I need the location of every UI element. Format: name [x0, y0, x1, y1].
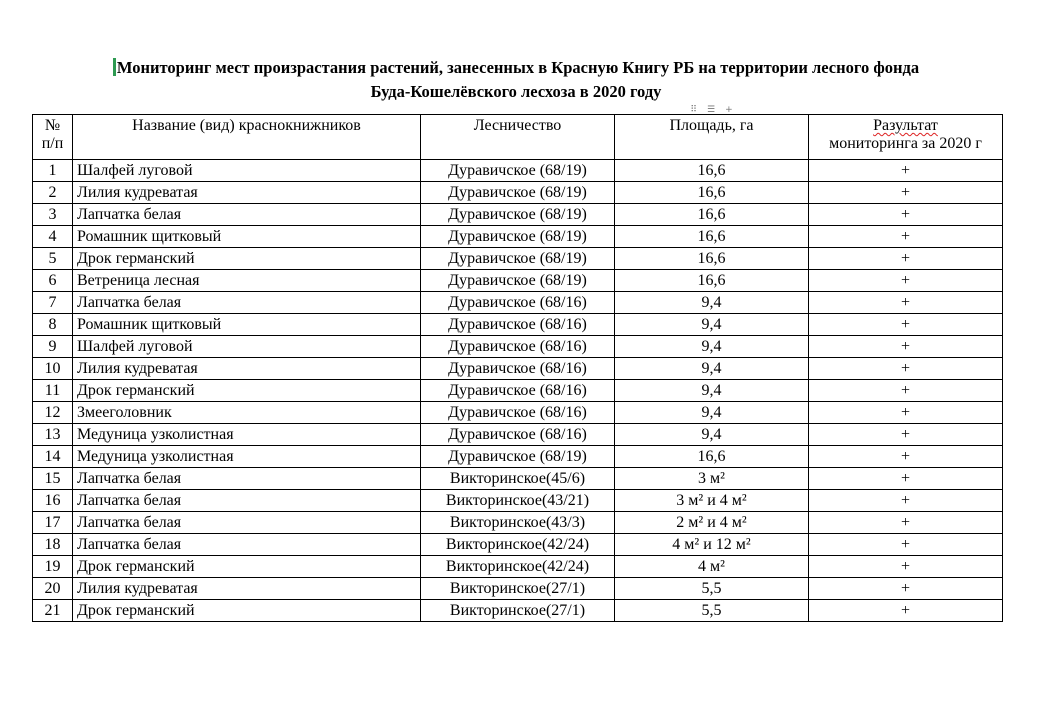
cell-area[interactable]: 9,4	[615, 402, 809, 424]
header-forestry[interactable]	[421, 115, 615, 160]
cell-area[interactable]: 9,4	[615, 358, 809, 380]
cell-number[interactable]: 19	[33, 556, 73, 578]
cell-forestry[interactable]: Дуравичское (68/16)	[421, 292, 615, 314]
table-row	[33, 556, 1003, 578]
table-column-handle[interactable]	[676, 105, 748, 115]
cell-species[interactable]: Ромашник щитковый	[73, 314, 421, 336]
cell-forestry[interactable]: Дуравичское (68/16)	[421, 314, 615, 336]
table-row	[33, 248, 1003, 270]
table-row	[33, 292, 1003, 314]
cell-result[interactable]: +	[809, 160, 1003, 182]
cell-forestry[interactable]: Викторинское(27/1)	[421, 600, 615, 622]
text-cursor	[113, 58, 116, 76]
cell-number[interactable]: 15	[33, 468, 73, 490]
header-name[interactable]	[73, 115, 421, 160]
cell-number[interactable]: 8	[33, 314, 73, 336]
table-row	[33, 226, 1003, 248]
table-row	[33, 314, 1003, 336]
cell-result[interactable]: +	[809, 534, 1003, 556]
cell-number[interactable]: 10	[33, 358, 73, 380]
cell-result[interactable]: +	[809, 204, 1003, 226]
cell-number[interactable]: 21	[33, 600, 73, 622]
header-area[interactable]	[615, 105, 809, 160]
cell-number[interactable]: 11	[33, 380, 73, 402]
cell-area[interactable]: 5,5	[615, 578, 809, 600]
cell-area[interactable]: 16,6	[615, 160, 809, 182]
plus-icon[interactable]: +	[725, 105, 733, 115]
cell-species[interactable]: Дрок германский	[73, 380, 421, 402]
cell-area[interactable]: 16,6	[615, 226, 809, 248]
cell-forestry[interactable]: Дуравичское (68/16)	[421, 380, 615, 402]
cell-number[interactable]: 17	[33, 512, 73, 534]
cell-result[interactable]: +	[809, 468, 1003, 490]
cell-result[interactable]: +	[809, 490, 1003, 512]
title-line-1	[30, 56, 1002, 80]
header-area-label: Площадь, га	[669, 117, 754, 134]
cell-area[interactable]: 16,6	[615, 446, 809, 468]
cell-area[interactable]: 4 м²	[615, 556, 809, 578]
cell-area[interactable]: 16,6	[615, 204, 809, 226]
cell-result[interactable]: +	[809, 314, 1003, 336]
cell-species[interactable]: Дрок германский	[73, 248, 421, 270]
cell-species[interactable]: Лапчатка белая	[73, 490, 421, 512]
cell-number[interactable]: 9	[33, 336, 73, 358]
cell-number[interactable]: 6	[33, 270, 73, 292]
cell-area[interactable]: 9,4	[615, 380, 809, 402]
cell-area[interactable]: 3 м² и 4 м²	[615, 490, 809, 512]
cell-number[interactable]: 1	[33, 160, 73, 182]
cell-number[interactable]: 5	[33, 248, 73, 270]
cell-number[interactable]: 16	[33, 490, 73, 512]
table-row	[33, 336, 1003, 358]
header-name-label: Название (вид) краснокнижников	[132, 117, 361, 134]
cell-species[interactable]: Лапчатка белая	[73, 468, 421, 490]
header-number-line2: п/п	[41, 135, 64, 152]
cell-species[interactable]: Лилия кудреватая	[73, 358, 421, 380]
cell-area[interactable]: 9,4	[615, 336, 809, 358]
table-row	[33, 358, 1003, 380]
cell-forestry[interactable]: Дуравичское (68/16)	[421, 402, 615, 424]
cell-species[interactable]: Ромашник щитковый	[73, 226, 421, 248]
cell-area[interactable]: 16,6	[615, 248, 809, 270]
cell-forestry[interactable]: Викторинское(43/21)	[421, 490, 615, 512]
cell-number[interactable]: 7	[33, 292, 73, 314]
header-result[interactable]	[809, 115, 1003, 160]
cell-area[interactable]: 5,5	[615, 600, 809, 622]
cell-result[interactable]: +	[809, 336, 1003, 358]
cell-forestry[interactable]: Дуравичское (68/19)	[421, 446, 615, 468]
cell-result[interactable]: +	[809, 270, 1003, 292]
cell-area[interactable]: 16,6	[615, 270, 809, 292]
cell-result[interactable]: +	[809, 578, 1003, 600]
table-row	[33, 380, 1003, 402]
cell-forestry[interactable]: Дуравичское (68/19)	[421, 160, 615, 182]
cell-species[interactable]: Лапчатка белая	[73, 534, 421, 556]
title-line-2: Буда-Кошелёвского лесхоза в 2020 году	[370, 82, 662, 101]
cell-forestry[interactable]: Дуравичское (68/16)	[421, 358, 615, 380]
cell-number[interactable]: 2	[33, 182, 73, 204]
cell-forestry[interactable]: Дуравичское (68/19)	[421, 270, 615, 292]
cell-species[interactable]: Медуница узколистная	[73, 424, 421, 446]
cell-species[interactable]: Медуница узколистная	[73, 446, 421, 468]
cell-result[interactable]: +	[809, 182, 1003, 204]
cell-forestry[interactable]: Викторинское(45/6)	[421, 468, 615, 490]
table-row	[33, 204, 1003, 226]
cell-result[interactable]: +	[809, 556, 1003, 578]
cell-number[interactable]: 13	[33, 424, 73, 446]
cell-species[interactable]: Лилия кудреватая	[73, 182, 421, 204]
header-number-line1: №	[44, 117, 61, 134]
header-number[interactable]	[33, 115, 73, 160]
grip-dots-icon[interactable]: ⠿	[690, 105, 697, 115]
cell-result[interactable]: +	[809, 248, 1003, 270]
cell-result[interactable]: +	[809, 380, 1003, 402]
table-row	[33, 402, 1003, 424]
title-text-1: Мониторинг мест произрастания растений, занесенных в Красную Книгу РБ на территории лесного фонда	[116, 58, 920, 77]
table-row	[33, 578, 1003, 600]
cell-area[interactable]: 3 м²	[615, 468, 809, 490]
cell-result[interactable]: +	[809, 226, 1003, 248]
table-row	[33, 468, 1003, 490]
cell-result[interactable]: +	[809, 512, 1003, 534]
cell-area[interactable]: 16,6	[615, 182, 809, 204]
header-result-line2: мониторинга за 2020 г	[829, 135, 982, 152]
cell-species[interactable]: Лилия кудреватая	[73, 578, 421, 600]
cell-forestry[interactable]: Дуравичское (68/16)	[421, 424, 615, 446]
table-row	[33, 600, 1003, 622]
table-row	[33, 446, 1003, 468]
cell-species[interactable]: Дрок германский	[73, 556, 421, 578]
cell-result[interactable]: +	[809, 424, 1003, 446]
cell-forestry[interactable]: Викторинское(42/24)	[421, 556, 615, 578]
cell-forestry[interactable]: Дуравичское (68/19)	[421, 204, 615, 226]
cell-forestry[interactable]: Викторинское(43/3)	[421, 512, 615, 534]
table-row	[33, 270, 1003, 292]
table-row	[33, 490, 1003, 512]
filter-lines-icon[interactable]: ☰	[706, 105, 716, 115]
table-row	[33, 534, 1003, 556]
table-row	[33, 182, 1003, 204]
cell-forestry[interactable]: Дуравичское (68/19)	[421, 182, 615, 204]
cell-species[interactable]: Змееголовник	[73, 402, 421, 424]
cell-forestry[interactable]: Дуравичское (68/19)	[421, 248, 615, 270]
table-body	[33, 160, 1003, 622]
table-row	[33, 160, 1003, 182]
cell-result[interactable]: +	[809, 446, 1003, 468]
cell-species[interactable]: Ветреница лесная	[73, 270, 421, 292]
cell-area[interactable]: 4 м² и 12 м²	[615, 534, 809, 556]
cell-species[interactable]: Шалфей луговой	[73, 336, 421, 358]
table-row	[33, 512, 1003, 534]
cell-area[interactable]: 9,4	[615, 424, 809, 446]
header-forestry-label: Лесничество	[473, 117, 562, 134]
cell-forestry[interactable]: Дуравичское (68/16)	[421, 336, 615, 358]
cell-forestry[interactable]: Викторинское(27/1)	[421, 578, 615, 600]
page-title	[30, 56, 1002, 104]
cell-area[interactable]: 9,4	[615, 314, 809, 336]
cell-result[interactable]: +	[809, 292, 1003, 314]
monitoring-table	[32, 105, 1003, 622]
table-row	[33, 424, 1003, 446]
cell-species[interactable]: Лапчатка белая	[73, 204, 421, 226]
cell-result[interactable]: +	[809, 358, 1003, 380]
cell-number[interactable]: 12	[33, 402, 73, 424]
cell-number[interactable]: 4	[33, 226, 73, 248]
cell-result[interactable]: +	[809, 402, 1003, 424]
table-header-row	[33, 115, 1003, 160]
cell-area[interactable]: 9,4	[615, 292, 809, 314]
cell-number[interactable]: 3	[33, 204, 73, 226]
cell-forestry[interactable]: Дуравичское (68/19)	[421, 226, 615, 248]
cell-forestry[interactable]: Викторинское(42/24)	[421, 534, 615, 556]
cell-species[interactable]: Шалфей луговой	[73, 160, 421, 182]
cell-result[interactable]: +	[809, 600, 1003, 622]
cell-species[interactable]: Лапчатка белая	[73, 292, 421, 314]
header-result-line1: Разультат	[873, 117, 938, 134]
cell-species[interactable]: Дрок германский	[73, 600, 421, 622]
cell-number[interactable]: 18	[33, 534, 73, 556]
cell-species[interactable]: Лапчатка белая	[73, 512, 421, 534]
cell-number[interactable]: 14	[33, 446, 73, 468]
cell-number[interactable]: 20	[33, 578, 73, 600]
cell-area[interactable]: 2 м² и 4 м²	[615, 512, 809, 534]
